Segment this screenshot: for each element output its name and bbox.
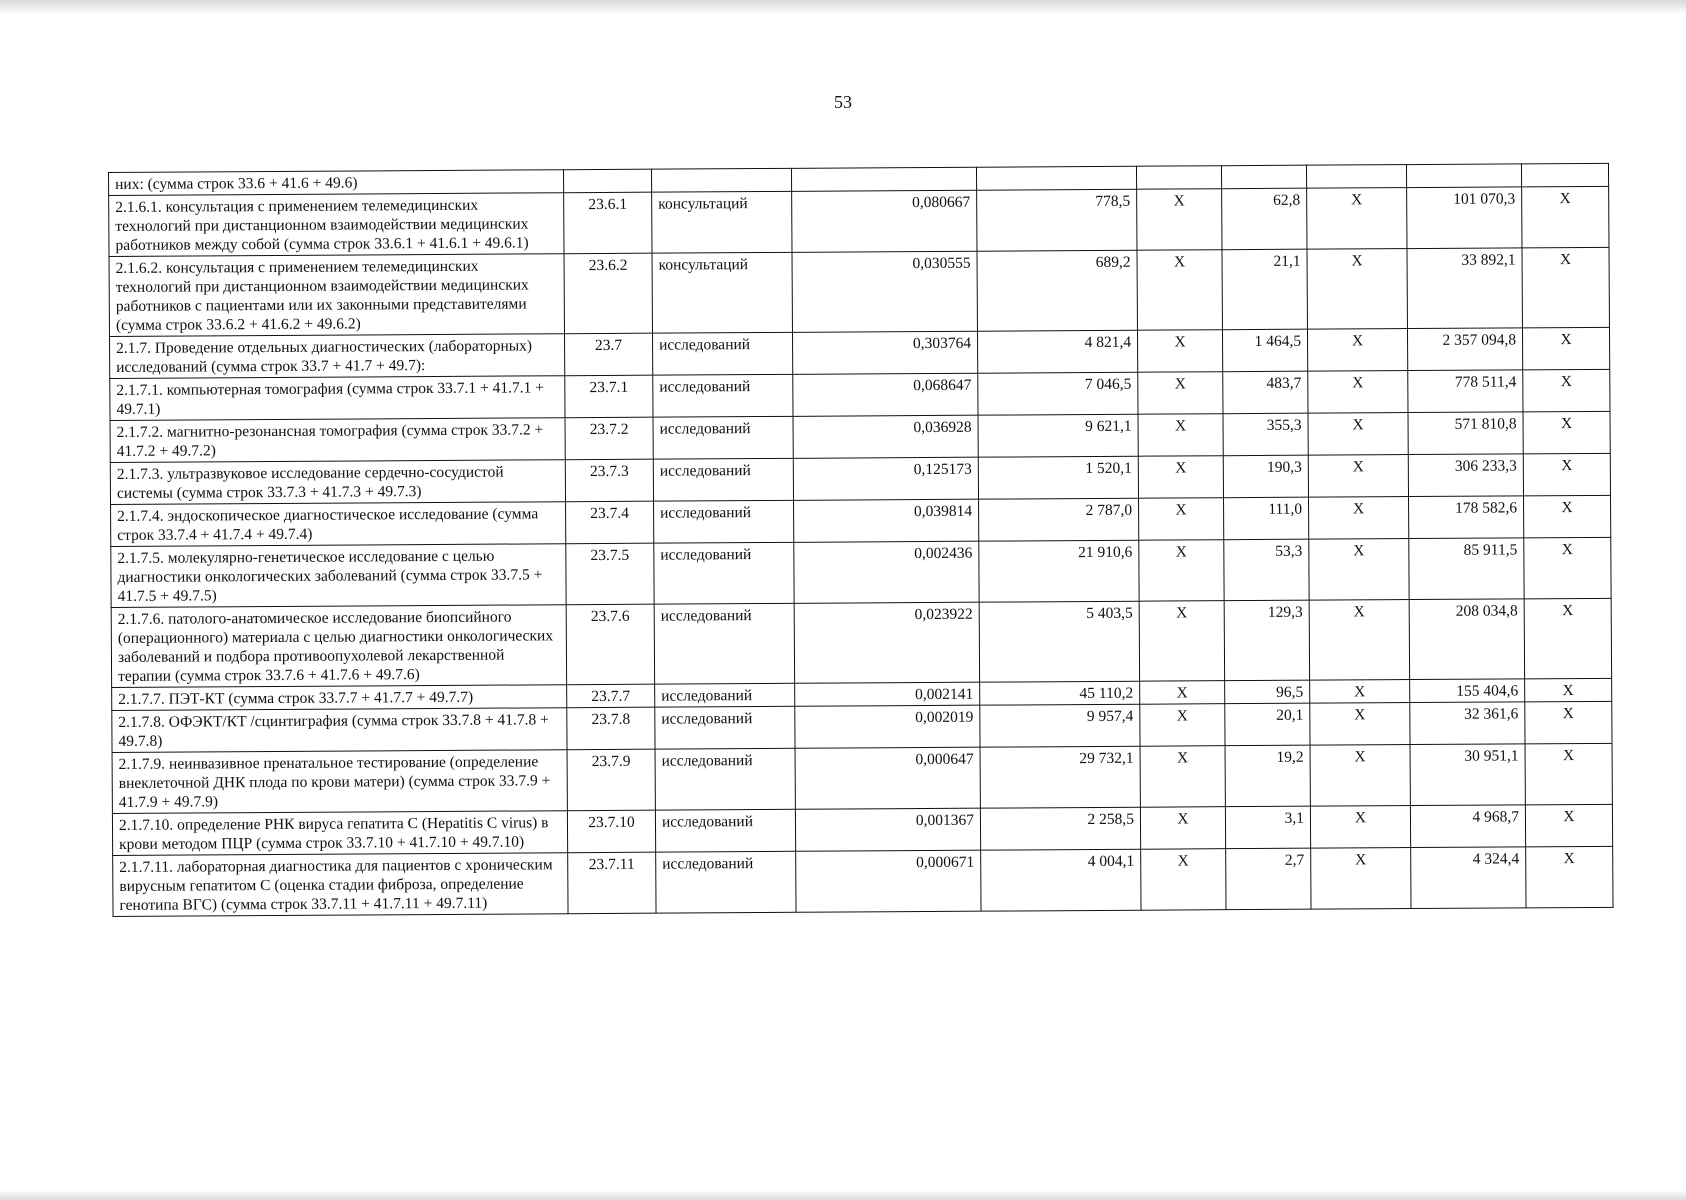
row-name-cell: 2.1.7.1. компьютерная томография (сумма строк 33.7.1 + 41.7.1 + 49.7.1) bbox=[110, 376, 565, 421]
row-per-capita-cell: 1 464,5 bbox=[1222, 329, 1307, 372]
row-unit-cell: исследований bbox=[654, 603, 794, 684]
row-unit-cell: исследований bbox=[655, 748, 795, 810]
row-total-cell: 2 357 094,8 bbox=[1407, 328, 1522, 371]
row-total-cell: 4 968,7 bbox=[1410, 805, 1525, 848]
row-x-cell: X bbox=[1137, 330, 1222, 373]
row-x-cell: X bbox=[1524, 495, 1611, 538]
row-unit-cell: исследований bbox=[654, 542, 794, 604]
row-unit-cell: исследований bbox=[656, 851, 796, 913]
row-norm-cell: 0,000671 bbox=[796, 850, 981, 912]
row-x-cell: X bbox=[1139, 498, 1224, 541]
row-cost-cell: 2 258,5 bbox=[980, 807, 1140, 850]
row-name-cell: 2.1.7. Проведение отдельных диагностических (лабораторных) исследований (сумма строк 33.7 + 41.7 + 49.7): bbox=[110, 334, 565, 379]
row-norm-cell: 0,036928 bbox=[793, 415, 978, 458]
row-x-cell bbox=[1521, 163, 1608, 187]
row-code-cell: 23.7.2 bbox=[565, 417, 653, 460]
row-total-cell: 30 951,1 bbox=[1410, 744, 1525, 806]
row-unit-cell: исследований bbox=[653, 374, 793, 417]
table-row bbox=[111, 598, 1611, 687]
row-x-cell: X bbox=[1524, 537, 1611, 599]
row-x-cell: X bbox=[1523, 453, 1610, 496]
row-code-cell: 23.7.4 bbox=[566, 501, 654, 544]
row-name-cell: 2.1.7.8. ОФЭКТ/КТ /сцинтиграфия (сумма строк 33.7.8 + 41.7.8 + 49.7.8) bbox=[112, 708, 567, 753]
data-table bbox=[108, 163, 1614, 917]
row-code-cell bbox=[563, 169, 651, 193]
row-per-capita-cell: 53,3 bbox=[1224, 539, 1309, 601]
row-x-cell: X bbox=[1310, 745, 1410, 807]
row-norm-cell: 0,303764 bbox=[792, 331, 977, 374]
row-x-cell: X bbox=[1524, 598, 1611, 679]
row-name-cell: 2.1.7.5. молекулярно-генетическое исследование с целью диагностики онкологических заболеваний (сумма строк 33.7.5 + 41.7.5 + 49.7.5) bbox=[111, 544, 566, 608]
row-code-cell: 23.7.11 bbox=[568, 852, 656, 914]
row-norm-cell: 0,000647 bbox=[795, 747, 980, 809]
row-unit-cell: исследований bbox=[653, 458, 793, 501]
row-norm-cell: 0,002141 bbox=[795, 682, 980, 706]
table-row bbox=[113, 846, 1613, 916]
row-total-cell: 101 070,3 bbox=[1407, 187, 1522, 249]
row-x-cell: X bbox=[1522, 247, 1609, 328]
row-x-cell: X bbox=[1138, 456, 1223, 499]
row-name-cell: них: (сумма строк 33.6 + 41.6 + 49.6) bbox=[109, 170, 564, 196]
row-unit-cell: исследований bbox=[653, 416, 793, 459]
row-unit-cell: исследований bbox=[652, 332, 792, 375]
row-norm-cell: 0,002436 bbox=[794, 541, 979, 603]
row-code-cell: 23.7.8 bbox=[567, 707, 655, 750]
row-total-cell: 208 034,8 bbox=[1409, 599, 1524, 680]
row-cost-cell: 29 732,1 bbox=[980, 746, 1140, 808]
row-x-cell: X bbox=[1140, 746, 1225, 808]
row-unit-cell: исследований bbox=[655, 706, 795, 749]
row-per-capita-cell: 483,7 bbox=[1223, 371, 1308, 414]
row-code-cell: 23.6.1 bbox=[564, 192, 652, 254]
row-x-cell: X bbox=[1137, 250, 1222, 331]
row-code-cell: 23.7.1 bbox=[565, 375, 653, 418]
row-per-capita-cell: 62,8 bbox=[1222, 188, 1307, 250]
row-total-cell bbox=[1406, 164, 1521, 188]
row-x-cell: X bbox=[1525, 804, 1612, 847]
row-code-cell: 23.7.7 bbox=[567, 684, 655, 708]
row-cost-cell: 1 520,1 bbox=[978, 456, 1138, 499]
row-x-cell: X bbox=[1140, 681, 1225, 705]
row-total-cell: 178 582,6 bbox=[1409, 496, 1524, 539]
row-total-cell: 33 892,1 bbox=[1407, 248, 1522, 329]
row-name-cell: 2.1.7.2. магнитно-резонансная томография (сумма строк 33.7.2 + 41.7.2 + 49.7.2) bbox=[110, 418, 565, 463]
row-total-cell: 32 361,6 bbox=[1410, 702, 1525, 745]
row-name-cell: 2.1.7.11. лабораторная диагностика для пациентов с хроническим вирусным гепатитом С (оценка стадии фиброза, определение генотипа ВГС) (сумма строк 33.7.11 + 41.7.11 + 49.7.11) bbox=[113, 853, 568, 917]
row-x-cell: X bbox=[1137, 189, 1222, 251]
row-name-cell: 2.1.7.9. неинвазивное пренатальное тестирование (определение внеклеточной ДНК плода по крови матери) (сумма строк 33.7.9 + 41.7.9 + 49.7.9) bbox=[112, 750, 567, 814]
page-number: 53 bbox=[834, 92, 852, 112]
table-row bbox=[109, 247, 1609, 336]
row-unit-cell: консультаций bbox=[652, 252, 792, 333]
row-unit-cell: исследований bbox=[655, 809, 795, 852]
row-per-capita-cell: 3,1 bbox=[1225, 806, 1310, 849]
row-per-capita-cell: 355,3 bbox=[1223, 413, 1308, 456]
row-name-cell: 2.1.7.10. определение РНК вируса гепатита С (Hepatitis C virus) в крови методом ПЦР (сумма строк 33.7.10 + 41.7.10 + 49.7.10) bbox=[112, 811, 567, 856]
row-x-cell: X bbox=[1310, 806, 1410, 849]
row-total-cell: 306 233,3 bbox=[1408, 454, 1523, 497]
table-row bbox=[109, 186, 1609, 256]
row-norm-cell: 0,030555 bbox=[792, 251, 977, 332]
row-total-cell: 571 810,8 bbox=[1408, 412, 1523, 455]
row-cost-cell: 2 787,0 bbox=[979, 498, 1139, 541]
row-norm-cell: 0,001367 bbox=[795, 808, 980, 851]
row-norm-cell bbox=[791, 167, 976, 191]
row-x-cell: X bbox=[1308, 371, 1408, 414]
row-x-cell: X bbox=[1141, 849, 1226, 911]
row-code-cell: 23.7.10 bbox=[567, 810, 655, 853]
row-cost-cell: 45 110,2 bbox=[980, 681, 1140, 705]
row-x-cell: X bbox=[1140, 704, 1225, 747]
row-x-cell: X bbox=[1309, 539, 1409, 601]
row-code-cell: 23.7.5 bbox=[566, 543, 654, 605]
row-x-cell: X bbox=[1307, 188, 1407, 250]
row-name-cell: 2.1.7.3. ультразвуковое исследование сердечно-сосудистой системы (сумма строк 33.7.3 + 41.7.3 + 49.7.3) bbox=[110, 460, 565, 505]
row-x-cell: X bbox=[1310, 703, 1410, 746]
row-name-cell: 2.1.7.6. патолого-анатомическое исследование биопсийного (операционного) материала с целью диагностики онкологических заболеваний и подбора противоопухолевой лекарственной терапии (сумма строк 33.7.6 + 41.7.6 + 49.7.6) bbox=[111, 605, 566, 688]
row-per-capita-cell: 21,1 bbox=[1222, 249, 1307, 330]
row-x-cell: X bbox=[1138, 414, 1223, 457]
row-x-cell: X bbox=[1308, 455, 1408, 498]
row-x-cell: X bbox=[1309, 600, 1409, 681]
row-code-cell: 23.7.3 bbox=[565, 459, 653, 502]
row-norm-cell: 0,002019 bbox=[795, 705, 980, 748]
row-cost-cell: 7 046,5 bbox=[978, 372, 1138, 415]
row-name-cell: 2.1.7.4. эндоскопическое диагностическое исследование (сумма строк 33.7.4 + 41.7.4 + 49.7.4) bbox=[111, 502, 566, 547]
row-unit-cell: консультаций bbox=[652, 191, 792, 253]
row-x-cell: X bbox=[1311, 848, 1411, 910]
row-x-cell: X bbox=[1526, 846, 1613, 908]
row-per-capita-cell: 20,1 bbox=[1225, 703, 1310, 746]
row-code-cell: 23.7 bbox=[564, 333, 652, 376]
row-norm-cell: 0,125173 bbox=[793, 457, 978, 500]
row-code-cell: 23.7.9 bbox=[567, 749, 655, 811]
row-x-cell bbox=[1136, 166, 1221, 190]
row-x-cell: X bbox=[1138, 372, 1223, 415]
row-x-cell: X bbox=[1310, 680, 1410, 704]
row-cost-cell: 9 621,1 bbox=[978, 414, 1138, 457]
row-norm-cell: 0,039814 bbox=[794, 499, 979, 542]
row-norm-cell: 0,080667 bbox=[792, 190, 977, 252]
row-per-capita-cell: 111,0 bbox=[1224, 497, 1309, 540]
row-unit-cell bbox=[651, 168, 791, 192]
row-total-cell: 155 404,6 bbox=[1410, 679, 1525, 703]
row-cost-cell: 689,2 bbox=[977, 250, 1137, 331]
row-total-cell: 778 511,4 bbox=[1408, 370, 1523, 413]
row-x-cell: X bbox=[1307, 329, 1407, 372]
row-total-cell: 85 911,5 bbox=[1409, 538, 1524, 600]
row-x-cell: X bbox=[1523, 411, 1610, 454]
table-row bbox=[112, 743, 1612, 813]
table-body bbox=[109, 163, 1614, 916]
row-x-cell: X bbox=[1525, 678, 1612, 702]
row-code-cell: 23.6.2 bbox=[564, 253, 652, 334]
row-cost-cell: 9 957,4 bbox=[980, 704, 1140, 747]
row-unit-cell: исследований bbox=[655, 683, 795, 707]
row-cost-cell: 778,5 bbox=[977, 189, 1137, 251]
row-x-cell: X bbox=[1522, 186, 1609, 248]
row-per-capita-cell: 96,5 bbox=[1225, 680, 1310, 704]
row-x-cell: X bbox=[1140, 807, 1225, 850]
row-x-cell: X bbox=[1139, 601, 1224, 682]
row-cost-cell bbox=[976, 166, 1136, 190]
row-cost-cell: 5 403,5 bbox=[979, 601, 1139, 682]
row-norm-cell: 0,068647 bbox=[793, 373, 978, 416]
row-per-capita-cell bbox=[1221, 165, 1306, 189]
row-x-cell: X bbox=[1307, 249, 1407, 330]
row-per-capita-cell: 190,3 bbox=[1223, 455, 1308, 498]
row-name-cell: 2.1.6.2. консультация с применением телемедицинских технологий при дистанционном взаимодействии медицинских работников с пациентами или их законными представителями (сумма строк 33.6.2 + 41.6.2 + 49.6.2) bbox=[109, 254, 564, 337]
scan-edge-top bbox=[0, 0, 1686, 14]
table-row bbox=[111, 537, 1611, 607]
row-x-cell: X bbox=[1525, 743, 1612, 805]
row-x-cell: X bbox=[1139, 540, 1224, 602]
scan-edge-bottom bbox=[0, 1190, 1686, 1200]
row-x-cell: X bbox=[1525, 701, 1612, 744]
row-per-capita-cell: 2,7 bbox=[1226, 848, 1311, 910]
row-norm-cell: 0,023922 bbox=[794, 602, 979, 683]
row-per-capita-cell: 129,3 bbox=[1224, 600, 1309, 681]
row-x-cell: X bbox=[1522, 327, 1609, 370]
row-x-cell bbox=[1306, 165, 1406, 189]
row-unit-cell: исследований bbox=[654, 500, 794, 543]
row-total-cell: 4 324,4 bbox=[1411, 847, 1526, 909]
row-cost-cell: 4 004,1 bbox=[981, 849, 1141, 911]
row-x-cell: X bbox=[1308, 413, 1408, 456]
row-code-cell: 23.7.6 bbox=[566, 604, 654, 685]
row-cost-cell: 4 821,4 bbox=[977, 330, 1137, 373]
row-name-cell: 2.1.6.1. консультация с применением телемедицинских технологий при дистанционном взаимодействии медицинских работников между собой (сумма строк 33.6.1 + 41.6.1 + 49.6.1) bbox=[109, 193, 564, 257]
row-x-cell: X bbox=[1523, 369, 1610, 412]
row-x-cell: X bbox=[1309, 497, 1409, 540]
row-cost-cell: 21 910,6 bbox=[979, 540, 1139, 602]
row-per-capita-cell: 19,2 bbox=[1225, 745, 1310, 807]
row-name-cell: 2.1.7.7. ПЭТ-КТ (сумма строк 33.7.7 + 41.7.7 + 49.7.7) bbox=[112, 685, 567, 711]
